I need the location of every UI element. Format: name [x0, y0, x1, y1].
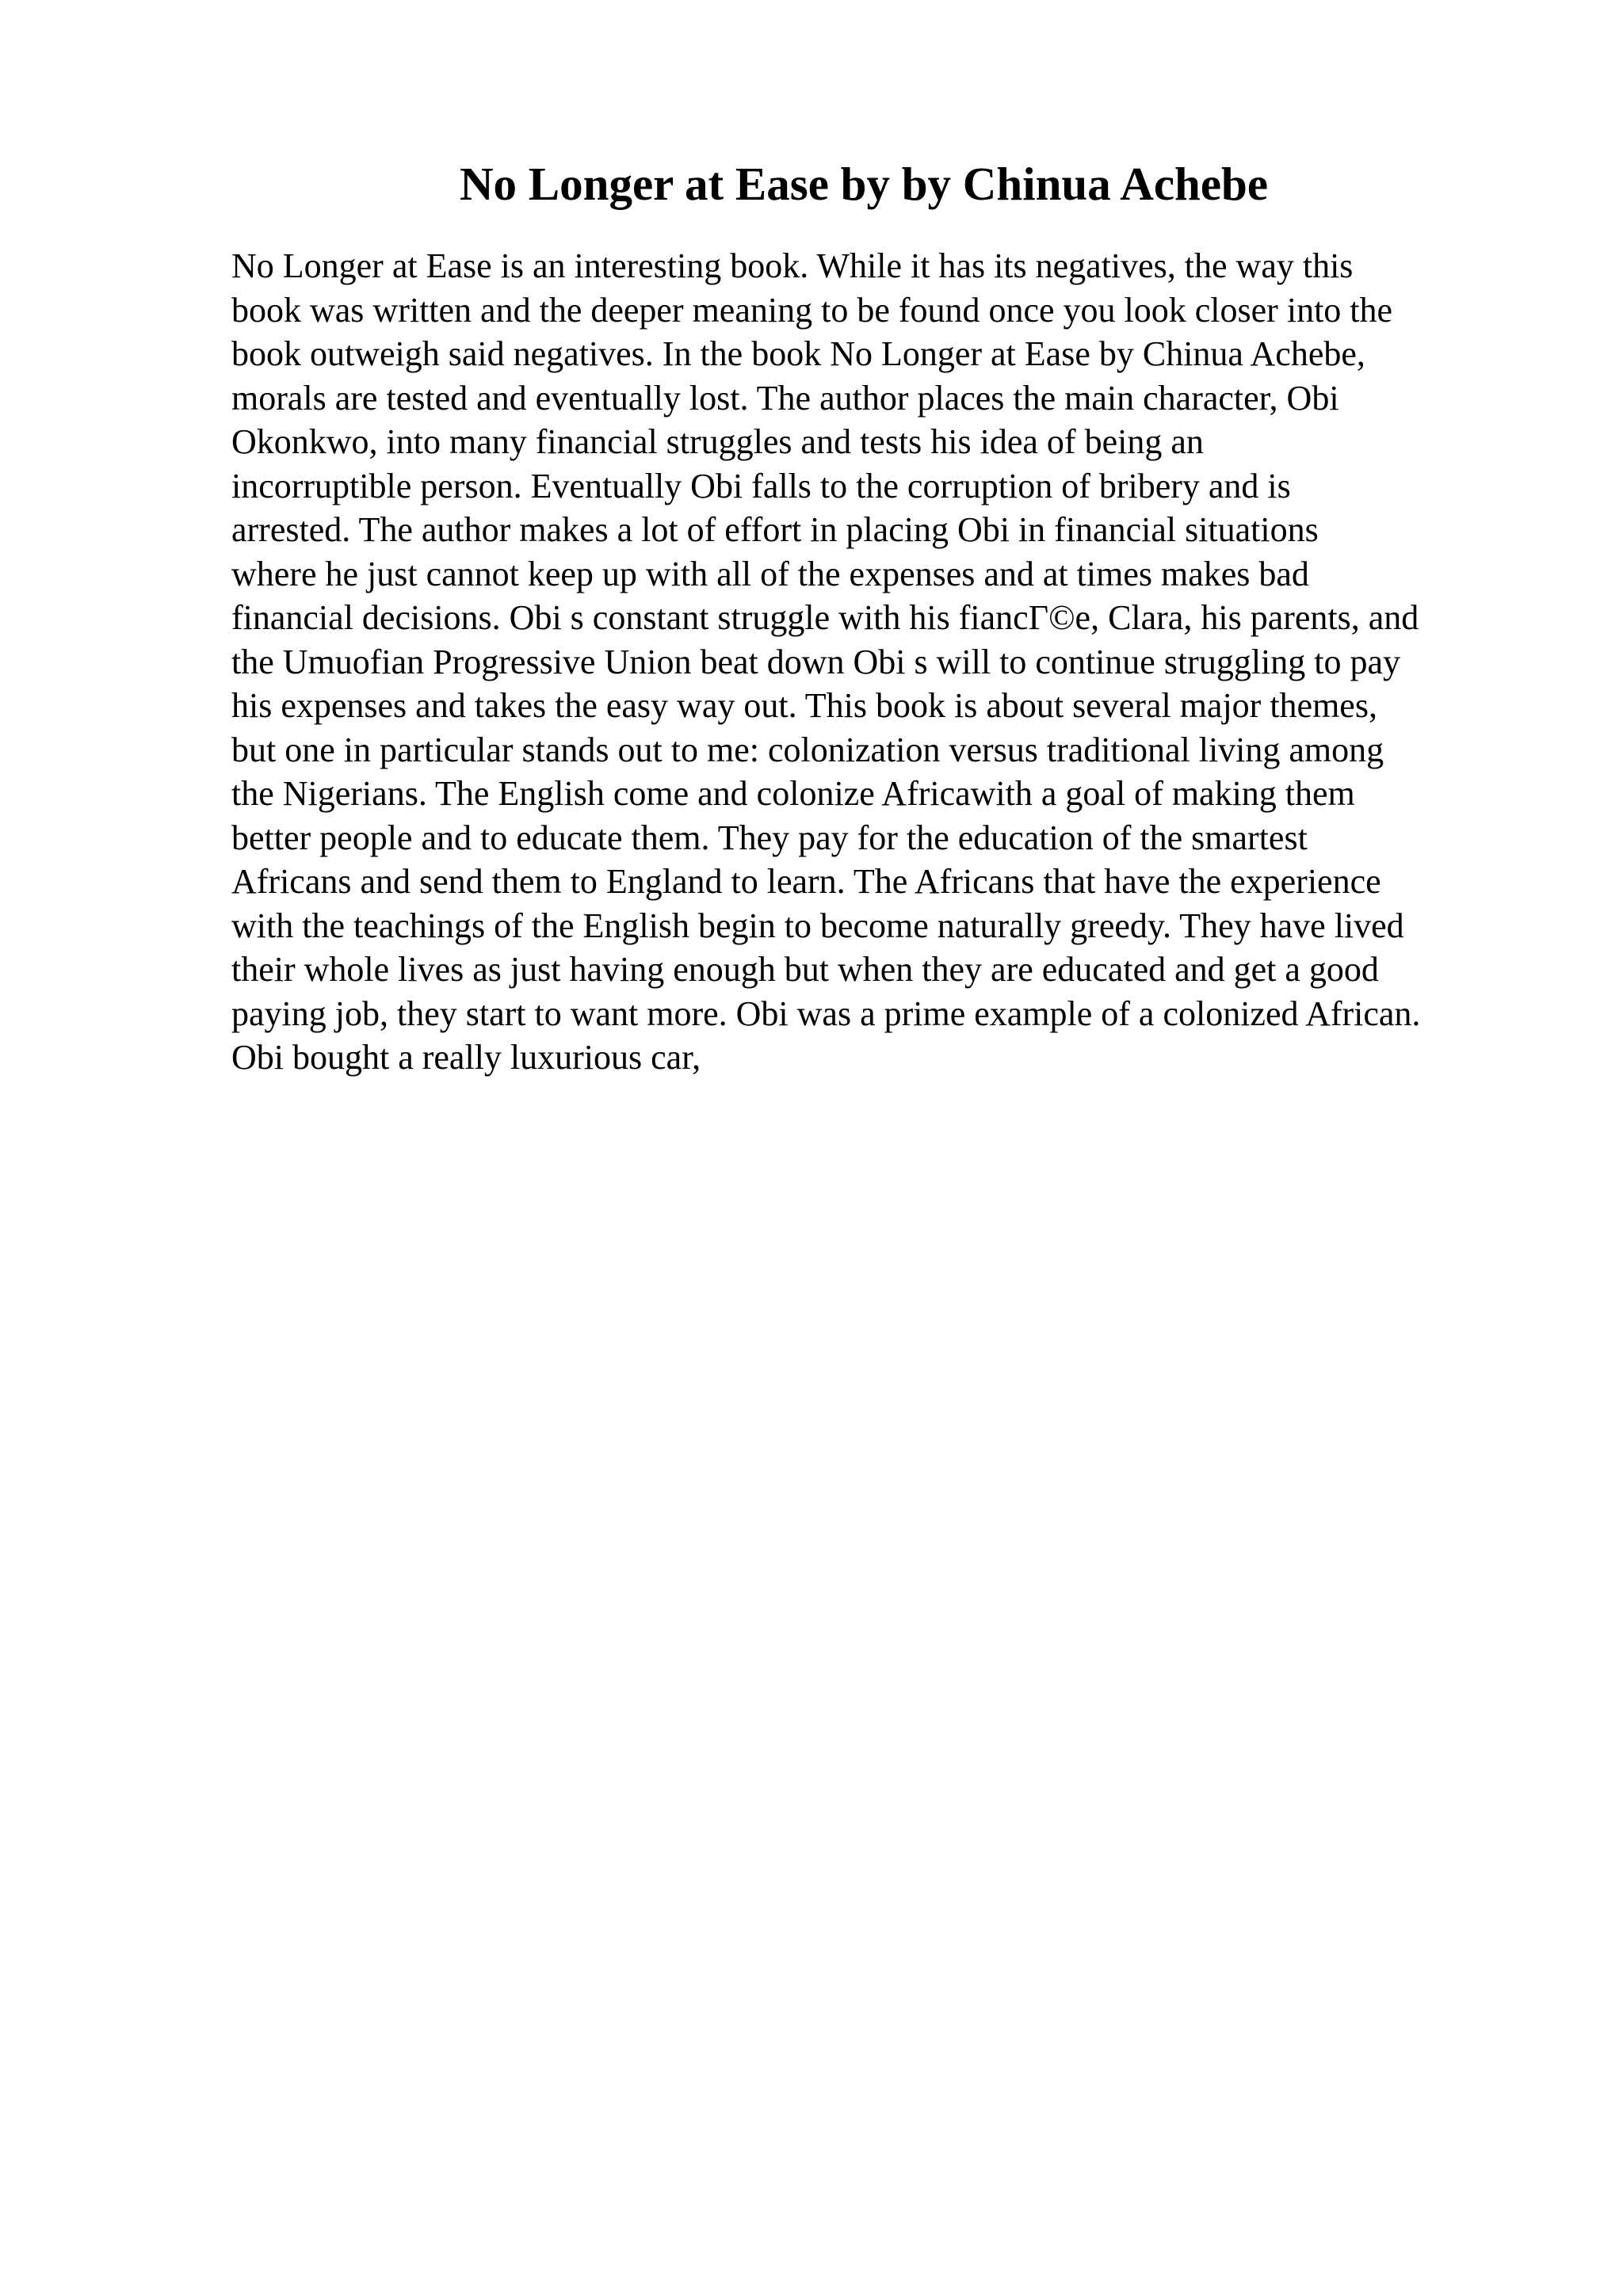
- body-line: book was written and the deeper meaning to be found once you look closer into the: [231, 290, 1393, 330]
- body-line: but one in particular stands out to me: colonization versus traditional living among: [231, 730, 1384, 769]
- body-line: Obi bought a really luxurious car,: [231, 1038, 701, 1077]
- body-line: where he just cannot keep up with all of the expenses and at times makes bad: [231, 554, 1309, 593]
- body-line: with the teachings of the English begin to become naturally greedy. They have lived: [231, 906, 1404, 945]
- body-line: financial decisions. Obi s constant struggle with his fiancΓ©e, Clara, his parents, and: [231, 598, 1419, 637]
- body-line: his expenses and takes the easy way out. This book is about several major themes,: [231, 686, 1377, 725]
- body-line: arrested. The author makes a lot of effort in placing Obi in financial situations: [231, 510, 1319, 549]
- body-line: the Nigerians. The English come and colonize Africawith a goal of making them: [231, 774, 1355, 813]
- body-line: morals are tested and eventually lost. The author places the main character, Obi: [231, 378, 1339, 418]
- body-line: Africans and send them to England to learn. The Africans that have the experience: [231, 862, 1381, 901]
- body-line: No Longer at Ease is an interesting book. While it has its negatives, the way this: [231, 246, 1354, 285]
- body-line: paying job, they start to want more. Obi was a prime example of a colonized African.: [231, 994, 1421, 1033]
- body-line: better people and to educate them. They pay for the education of the smartest: [231, 818, 1308, 857]
- body-line: Okonkwo, into many financial struggles and tests his idea of being an: [231, 422, 1204, 461]
- body-line: incorruptible person. Eventually Obi falls to the corruption of bribery and is: [231, 466, 1291, 505]
- body-line: their whole lives as just having enough but when they are educated and get a good: [231, 950, 1379, 989]
- document-title: No Longer at Ease by by Chinua Achebe: [459, 158, 1269, 210]
- document-body: [231, 244, 1594, 1080]
- body-line: book outweigh said negatives. In the book No Longer at Ease by Chinua Achebe,: [231, 334, 1365, 373]
- body-line: the Umuofian Progressive Union beat down Obi s will to continue struggling to pay: [231, 642, 1401, 681]
